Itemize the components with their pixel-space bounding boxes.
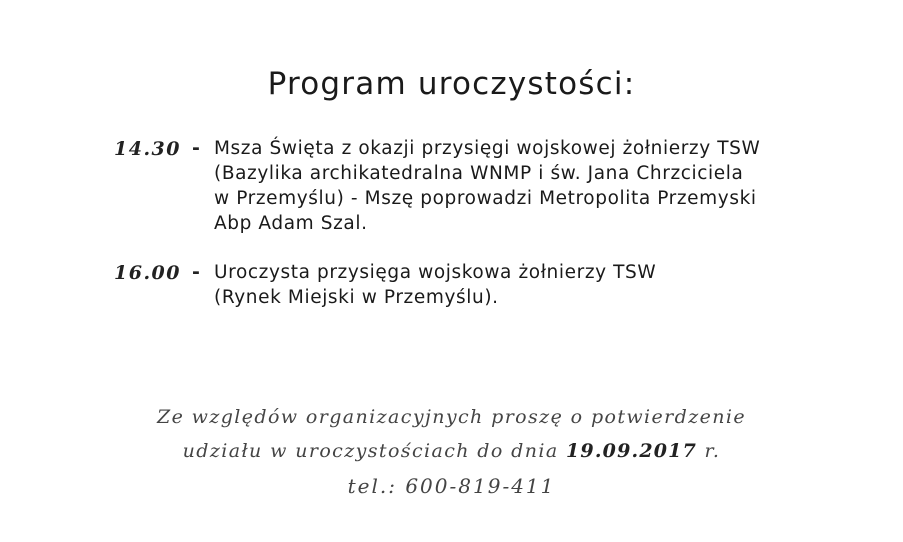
confirmation-line-2-suffix: r. [704,440,721,462]
confirmation-line-2-text: udziału w uroczystościach do dnia [182,440,559,462]
schedule-description [214,260,874,310]
schedule-separator: - [192,261,200,283]
schedule-time: 16.00 [114,262,181,284]
schedule-line: (Rynek Miejski w Przemyślu). [214,287,499,308]
schedule-description [214,136,874,236]
schedule-line: Msza Święta z okazji przysięgi wojskowej żołnierzy TSW [214,138,761,159]
schedule-line: w Przemyślu) - Mszę poprowadzi Metropolita Przemyski [214,188,757,209]
schedule-line: Uroczysta przysięga wojskowa żołnierzy TSW [214,262,657,283]
schedule-time: 14.30 [114,138,181,160]
confirmation-line-1: Ze względów organizacyjnych proszę o potwierdzenie [156,406,747,428]
confirmation-line-2 [0,434,903,468]
schedule-line: (Bazylika archikatedralna WNMP i św. Jana Chrzciciela [214,163,744,184]
confirmation-deadline: 19.09.2017 [566,440,698,462]
page-title: Program uroczystości: [267,66,636,102]
confirmation-note [0,400,903,498]
schedule-line: Abp Adam Szal. [214,213,368,234]
contact-phone: tel.: 600-819-411 [347,474,556,498]
schedule-separator: - [192,137,200,159]
